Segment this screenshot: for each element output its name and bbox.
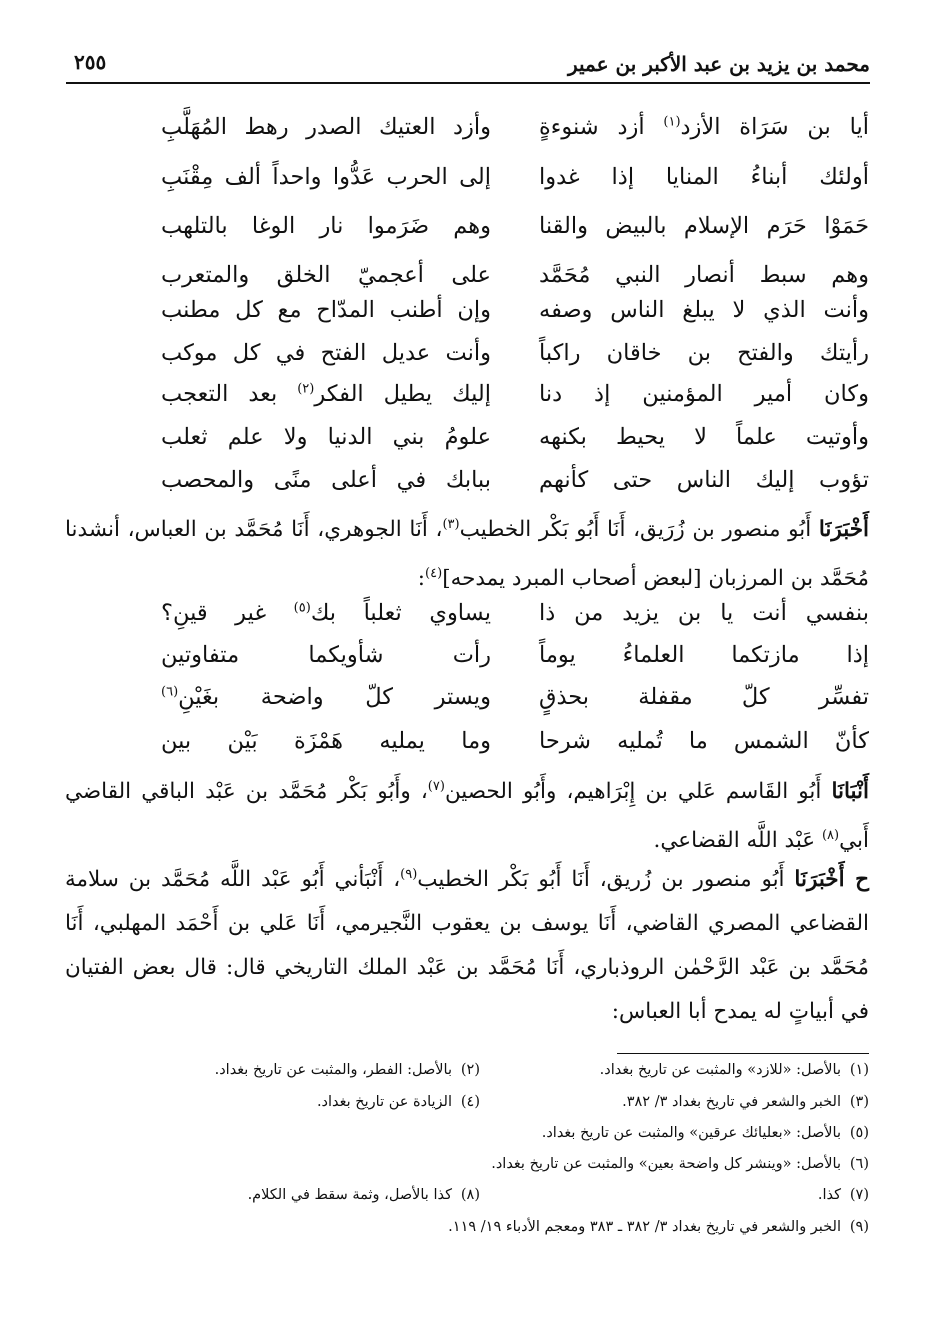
hemistich-second: إليك يطيل الفكر$^{(٢)}$ بعد التعجب [161,381,491,407]
hemistich-second: يساوي ثعلباً بك$^{(٥)}$ غير قينِ؟ [161,600,491,626]
isnad-paragraph-2: أَنْبَانَا أَبُو القَاسم عَلي بن إِبْرَاهيم، وأَبُو الحصين$^{(٧)}$، وأَبُو بَكْر مُحَمَّد بن عَبْد الباقي القاضي أَبي$^{(٨)}$ عَبْد اللَّه القضاعي. [65,779,869,854]
keyword: أَخْبَرَنَا [794,867,845,893]
footnote: (٣)الخبر والشعر في تاريخ بغداد ٣/ ٣٨٢. [622,1094,869,1110]
hemistich-first: تفسِّر كلّ مقفلة بحذقٍ [539,684,869,710]
keyword: أَخْبَرَنَا [818,517,870,543]
footnote: (٥)بالأصل: «بعليائك عرقين» والمثبت عن تاريخ بغداد. [541,1125,869,1141]
running-title: محمد بن يزيد بن عبد الأكبر بن عمير [567,52,870,76]
hemistich-second: ويستر كلّ واضحة بغَيْنِ$^{(٦)}$ [161,684,491,710]
page-number: ٢٥٥ [74,50,107,74]
verse [109,381,869,421]
footnote-marker: (٨) [821,828,840,844]
verse [109,642,869,682]
hemistich-first: تؤوب إليك الناس حتى كأنهم [539,467,869,493]
footnote-marker: (٤) [425,566,443,582]
verse [109,262,869,302]
hemistich-second: وهم ضَرَموا نار الوغا بالتلهب [161,213,491,239]
verse [109,297,869,337]
footnote: (٢)بالأصل: الفطر، والمثبت عن تاريخ بغداد. [214,1062,480,1078]
hemistich-first: أولئك أبناءُ المنايا إذا غدوا [539,164,869,190]
footnote-marker: (٦) [161,684,179,700]
hemistich-second: علومُ بني الدنيا ولا علم ثعلب [161,424,491,450]
footnote: (١)بالأصل: «للازد» والمثبت عن تاريخ بغداد. [599,1062,869,1078]
footnote-marker: (٥) [293,600,311,616]
footnote-marker: (٢) [297,381,315,397]
verse [109,213,869,253]
isnad-paragraph-1: أَخْبَرَنَا أَبُو منصور بن زُرَيق، أَنَا أَبُو بَكْر الخطيب$^{(٣)}$، أَنَا الجوهري، أَنَا مُحَمَّد بن العباس، أنشدنا مُحَمَّد بن المرزبان [لبعض أصحاب المبرد يمدحه]$^{(٤)}$: [65,517,870,592]
hemistich-second: ببابك في أعلى منًى والمحصب [161,467,491,493]
header-rule [66,82,870,84]
isnad-paragraph-3: ح أَخْبَرَنَا أَبُو منصور بن زُريق، أَنَا أَبُو بَكْر الخطيب$^{(٩)}$، أَنْبَأني أَبُو عَبْد اللَّه مُحَمَّد بن سلامة القضاعي المصري القاضي، أَنَا يوسف بن يعقوب النَّجيرمي، أَنَا عَلي بن أَحْمَد المهلبي، أَنَا مُحَمَّد بن عَبْد الرَّحْمٰن الروذباري، أَنَا مُحَمَّد بن عَبْد الملك التاريخي قال: قال بعض الفتيان في أبياتٍ له يمدح أبا العباس: [65,867,869,1025]
hemistich-first: إذا مازتكما العلماءُ يوماً [539,642,869,668]
verse [109,164,869,204]
hemistich-first: أيا بن سَرَاة الأزد$^{(١)}$ أزد شنوءةٍ [539,114,869,140]
footnote-marker: (٧) [427,779,445,794]
hemistich-first: رأيتك والفتح بن خاقان راكباً [539,340,869,366]
footnote: (٨)كذا بالأصل، وثمة سقط في الكلام. [247,1187,480,1203]
verse [109,600,869,640]
hemistich-second: إلى الحرب عَدُّوا واحداً ألف مِقْنَبِ [161,164,491,190]
hemistich-first: وكان أمير المؤمنين إذ دنا [539,381,869,407]
hemistich-first: حَمَوْا حَرَم الإسلام بالبيض والقنا [539,213,869,239]
footnote: (٧)كذا. [817,1187,869,1203]
hemistich-second: رأت شأويكما متفاوتين [161,642,491,668]
verse [109,340,869,380]
hemistich-first: وأوتيت علماً لا يحيط بكنهه [539,424,869,450]
verse [109,684,869,724]
footnote-marker: (٩) [400,867,418,882]
footnote-marker: (١) [663,114,681,130]
hemistich-first: كأنّ الشمس ما تُمليه شرحا [539,728,869,754]
verse [109,728,869,768]
hemistich-second: وما يمليه هَمْزَة بَيْن بين [161,728,491,754]
hemistich-second: وأنت عديل الفتح في كل موكب [161,340,491,366]
page-header [66,44,870,84]
hemistich-first: بنفسي أنت يا بن يزيد من ذا [539,600,869,626]
verse [109,114,869,154]
footnote-rule [617,1053,869,1054]
hemistich-first: وهم سبط أنصار النبي مُحَمَّد [539,262,869,288]
footnote: (٩)الخبر والشعر في تاريخ بغداد ٣/ ٣٨٢ ـ ٣٨٣ ومعجم الأدباء ١٩/ ١١٩. [448,1219,869,1235]
verse [109,467,869,507]
verse [109,424,869,464]
hemistich-first: وأنت الذي لا يبلغ الناس وصفه [539,297,869,323]
footnote-marker: (٣) [442,517,460,532]
hemistich-second: وأزد العتيك الصدر رهط المُهَلَّبِ [161,114,491,140]
hemistich-second: على أعجميّ الخلق والمتعرب [161,262,491,288]
footnote: (٦)بالأصل: «وينشر كل واضحة بعين» والمثبت عن تاريخ بغداد. [491,1156,869,1172]
keyword: أَنْبَانَا [831,779,869,805]
hemistich-second: وإن أطنب المدّاح مع كل مطنب [161,297,491,323]
footnote: (٤)الزيادة عن تاريخ بغداد. [316,1094,480,1110]
